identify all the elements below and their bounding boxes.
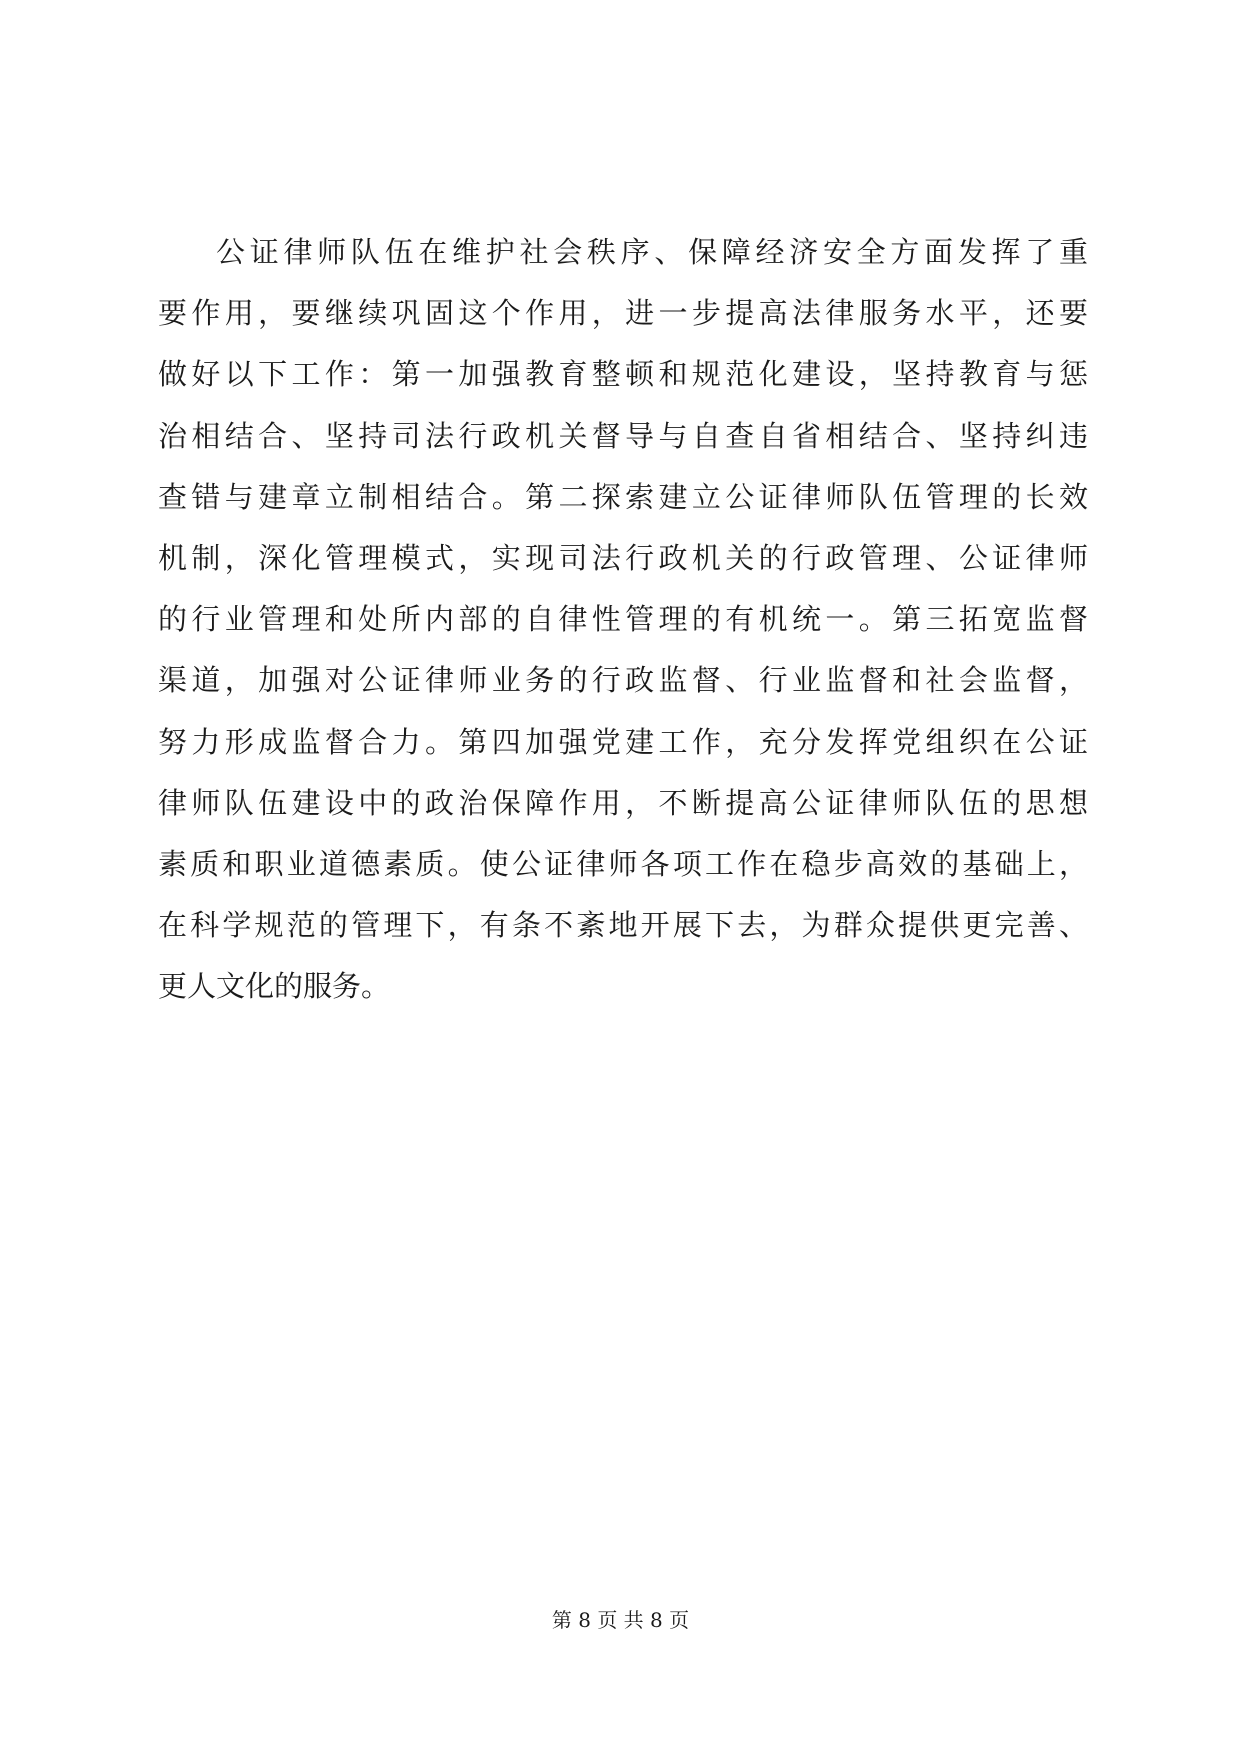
- page-footer: [0, 1606, 1241, 1634]
- paragraph-line: 查错与建章立制相结合。第二探索建立公证律师队伍管理的长效: [158, 479, 1088, 514]
- paragraph-line: 做好以下工作：第一加强教育整顿和规范化建设，坚持教育与惩: [158, 357, 1088, 392]
- paragraph-line: 渠道，加强对公证律师业务的行政监督、行业监督和社会监督，: [158, 663, 1088, 698]
- paragraph-line: 治相结合、坚持司法行政机关督导与自查自省相结合、坚持纠违: [158, 418, 1088, 453]
- paragraph-line: 素质和职业道德素质。使公证律师各项工作在稳步高效的基础上，: [158, 846, 1088, 881]
- paragraph-line: 机制，深化管理模式，实现司法行政机关的行政管理、公证律师: [158, 540, 1088, 575]
- paragraph-line: 努力形成监督合力。第四加强党建工作，充分发挥党组织在公证: [158, 724, 1088, 759]
- paragraph-line: 要作用，要继续巩固这个作用，进一步提高法律服务水平，还要: [158, 296, 1088, 331]
- paragraph-line: 更人文化的服务。: [158, 969, 391, 1004]
- paragraph-line: 在科学规范的管理下，有条不紊地开展下去，为群众提供更完善、: [158, 908, 1088, 943]
- paragraph-line: 律师队伍建设中的政治保障作用，不断提高公证律师队伍的思想: [158, 785, 1088, 820]
- paragraph-line: 公证律师队伍在维护社会秩序、保障经济安全方面发挥了重: [216, 235, 1088, 269]
- body-paragraph: [158, 222, 1088, 1017]
- paragraph-line: 的行业管理和处所内部的自律性管理的有机统一。第三拓宽监督: [158, 602, 1088, 637]
- page-number-label: 第 8 页 共 8 页: [551, 1608, 690, 1632]
